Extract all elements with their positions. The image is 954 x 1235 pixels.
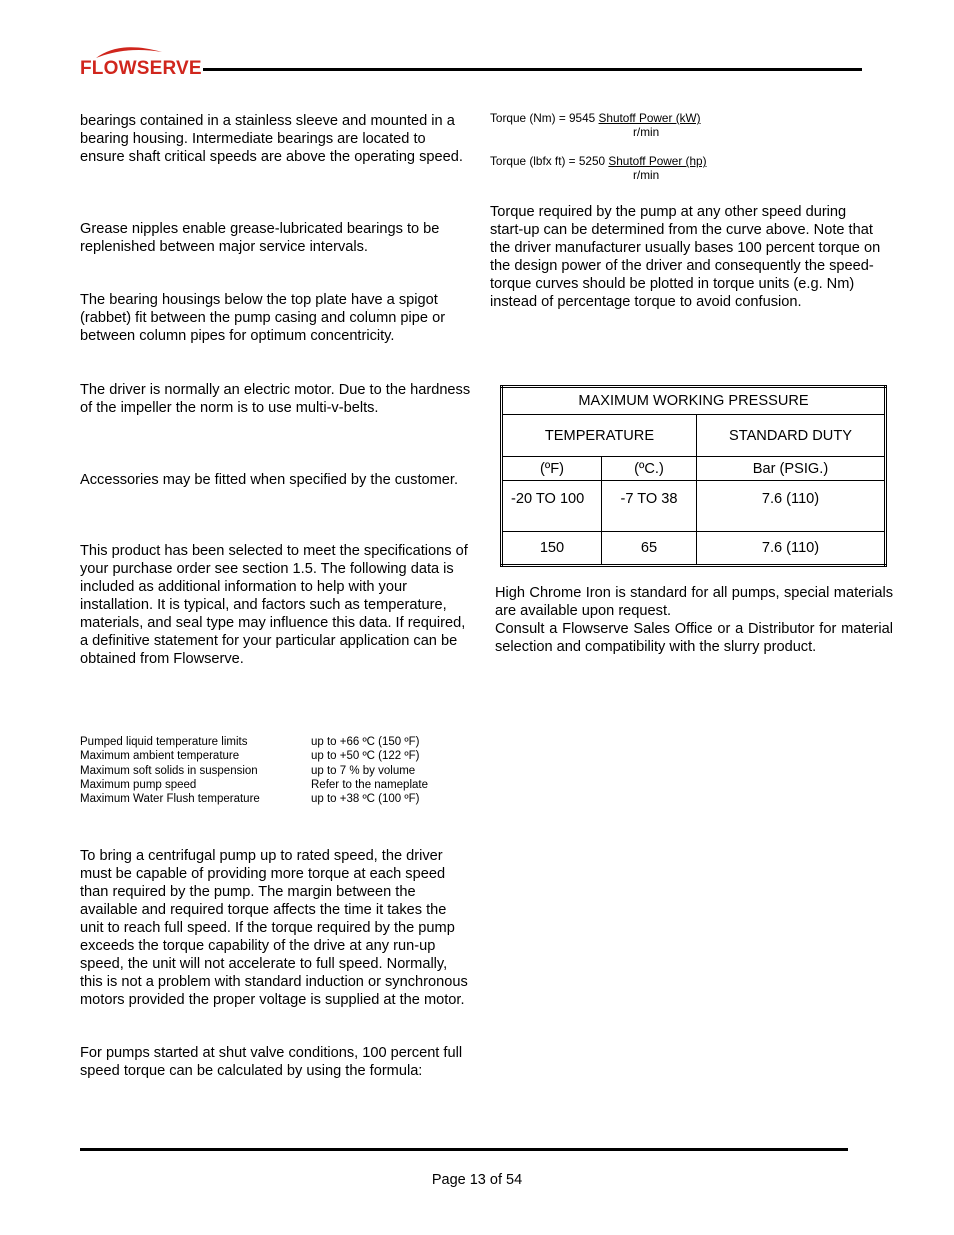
table-units-row [502,457,886,481]
spec-value: up to +38 ºC (100 ºF) [311,793,420,806]
spec-row [80,764,428,778]
spec-value: up to +66 ºC (150 ºF) [311,736,420,748]
grease-paragraph: Grease nipples enable grease-lubricated bearings to be replenished between major service intervals. [80,221,440,255]
table-title-row [502,387,886,415]
torque-formula-lbfft [490,154,790,182]
max-working-pressure-table [500,385,887,567]
spec-label: Maximum pump speed [80,778,197,791]
footer-rule [80,1148,848,1151]
spec-label: Maximum Water Flush temperature [80,793,260,806]
operating-limits-list [80,735,428,806]
cell-celsius: 65 [602,532,697,566]
temperature-header: TEMPERATURE [502,415,697,457]
startup-torque-paragraph: Torque required by the pump at any other speed during start-up can be determined from the curve above. Note that the driver manufacturer usually bases 100 percent torque on the design power of the driver and consequently the speed-torque curves should be plotted in torque units (e.g. Nm) instead of percentage torque to avoid confusion. [490,204,881,310]
cell-celsius: -7 TO 38 [602,481,697,532]
cell-bar: 7.6 (110) [697,532,886,566]
standard-duty-header: STANDARD DUTY [697,415,886,457]
formula-prefix: Torque (lbfx ft) = 5250 [490,154,609,168]
spec-row [80,749,428,763]
accessories-paragraph: Accessories may be fitted when specified by the customer. [80,472,458,488]
unit-bar: Bar (PSIG.) [697,457,886,481]
table-header-row [502,415,886,457]
spec-value: up to 7 % by volume [311,764,416,777]
cell-bar: 7.6 (110) [697,481,886,532]
consult-paragraph: Consult a Flowserve Sales Office or a Distributor for material selection and compatibility with the slurry product. [495,621,893,655]
spec-value: up to +50 ºC (122 ºF) [311,750,420,763]
formula-numerator: Shutoff Power (hp) [608,154,707,168]
page-number: Page 13 of 54 [431,1172,523,1188]
header-rule [203,68,862,71]
unit-fahrenheit: (ºF) [502,457,602,481]
formula-numerator: Shutoff Power (kW) [598,111,701,125]
torque-formula-nm [490,111,790,139]
table-title: MAXIMUM WORKING PRESSURE [502,387,886,415]
formula-denominator: r/min [633,168,660,182]
spec-label: Pumped liquid temperature limits [80,736,248,748]
table-row [502,481,886,532]
shut-valve-paragraph: For pumps started at shut valve conditions, 100 percent full speed torque can be calculated by using the formula: [80,1045,463,1079]
spec-label: Maximum ambient temperature [80,750,240,763]
table-row [502,532,886,566]
bearings-paragraph: bearings contained in a stainless sleeve and mounted in a bearing housing. Intermediate bearings are located to ensure shaft critical speeds are above the operating speed. [80,113,463,165]
flowserve-logo [80,44,202,84]
spec-row [80,735,428,749]
spec-row [80,792,428,806]
cell-fahrenheit: -20 TO 100 [502,481,602,532]
materials-paragraph: High Chrome Iron is standard for all pumps, special materials are available upon request. [495,585,893,619]
logo-wordmark: FLOWSERVE [80,58,202,79]
product-selection-paragraph: This product has been selected to meet the specifications of your purchase order see section 1.5. The following data is included as additional information to help with your installation. It is typical, and factors such as temperature, materials, and seal type may influence this data. If required, a definitive statement for your particular application can be obtained from Flowserve. [80,543,468,667]
spec-row [80,778,428,792]
cell-fahrenheit: 150 [502,532,602,566]
torque-paragraph: To bring a centrifugal pump up to rated speed, the driver must be capable of providing more torque at each speed than required by the pump. The margin between the available and required torque affects the time it takes the unit to reach full speed. If the torque required by the pump exceeds the torque capability of the drive at any run-up speed, the unit will not accelerate to full speed. Normally, this is not a problem with standard induction or synchronous motors provided the proper voltage is supplied at the motor. [80,848,468,1008]
spec-label: Maximum soft solids in suspension [80,764,258,777]
driver-paragraph: The driver is normally an electric motor. Due to the hardness of the impeller the norm is to use multi-v-belts. [80,382,471,416]
formula-prefix: Torque (Nm) = 9545 [490,111,599,125]
unit-celsius: (ºC.) [602,457,697,481]
spec-value: Refer to the nameplate [311,778,428,791]
formula-denominator: r/min [633,125,660,139]
bearing-housing-paragraph: The bearing housings below the top plate have a spigot (rabbet) fit between the pump casing and column pipe or between column pipes for optimum concentricity. [80,292,446,344]
